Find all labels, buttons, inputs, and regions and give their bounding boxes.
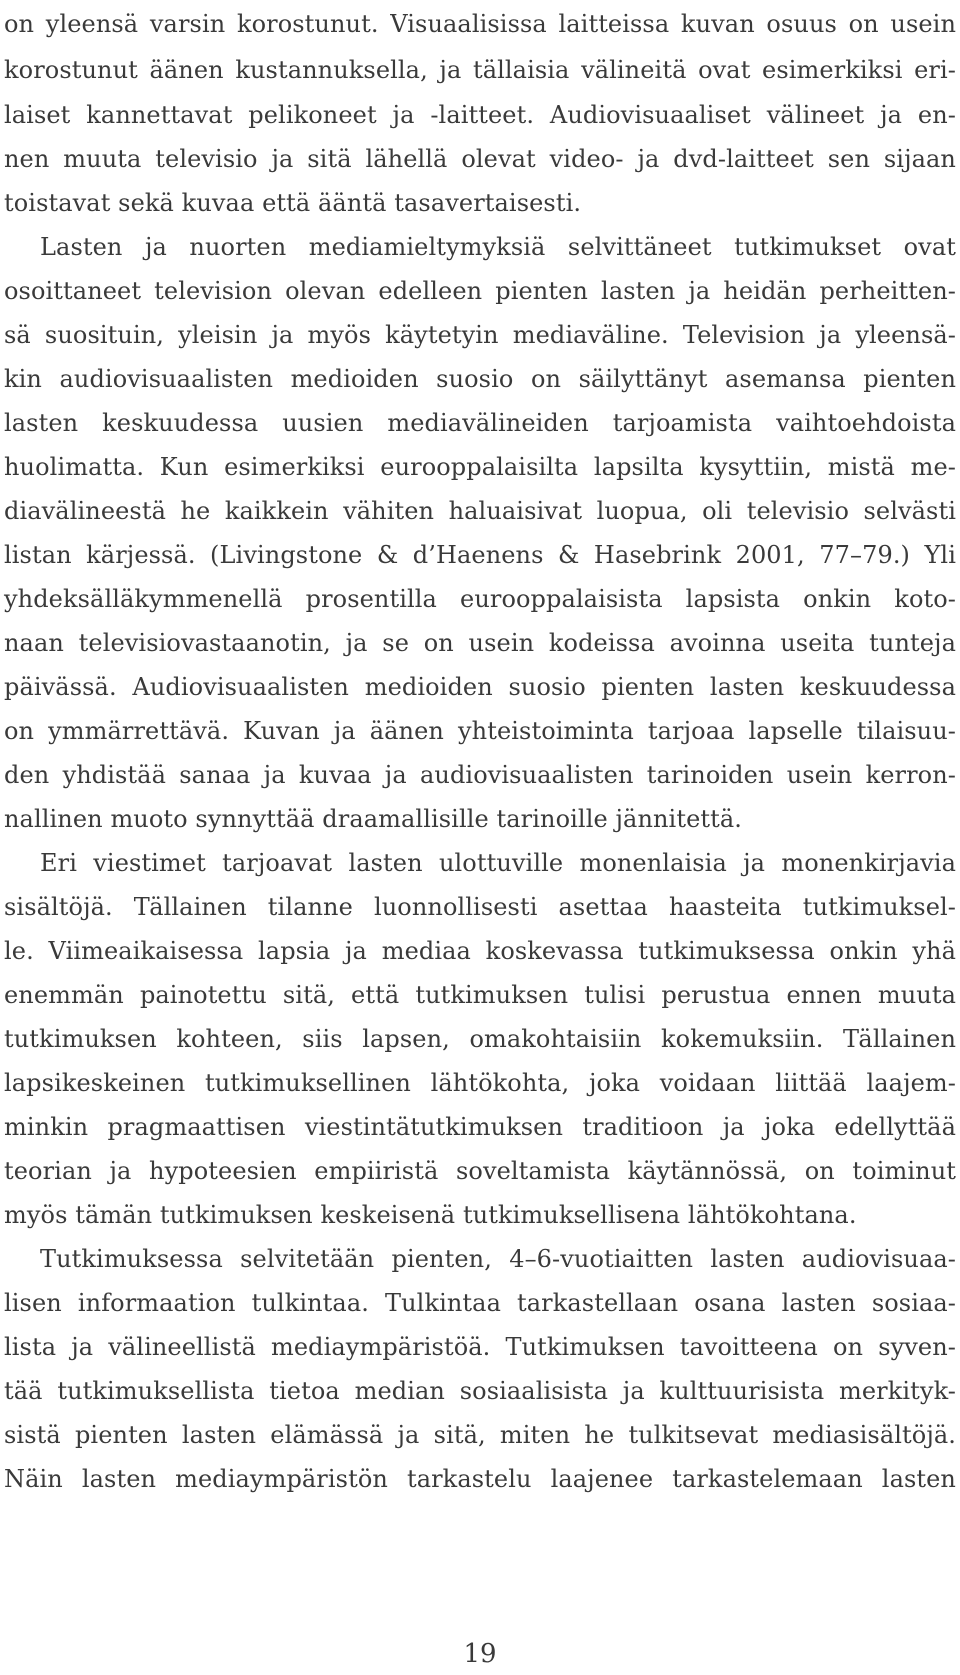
text-line: tutkimuksen kohteen, siis lapsen, omakohtaisiin kokemuksiin. Tällainen — [4, 1025, 956, 1053]
text-line: Näin lasten mediaympäristön tarkastelu laajenee tarkastelemaan lasten — [4, 1465, 956, 1493]
text-line: sistä pienten lasten elämässä ja sitä, miten he tulkitsevat mediasisältöjä. — [4, 1421, 956, 1449]
text-line: lapsikeskeinen tutkimuksellinen lähtökohta, joka voidaan liittää laajem- — [4, 1069, 956, 1097]
text-line: le. Viimeaikaisessa lapsia ja mediaa koskevassa tutkimuksessa onkin yhä — [4, 937, 956, 965]
paragraph-first-line: Eri viestimet tarjoavat lasten ulottuville monenlaisia ja monenkirjavia — [40, 849, 956, 877]
page-number: 19 — [463, 1639, 497, 1669]
text-line: on ymmärrettävä. Kuvan ja äänen yhteistoiminta tarjoaa lapselle tilaisuu- — [4, 717, 956, 745]
text-line: diavälineestä he kaikkein vähiten haluaisivat luopua, oli televisio selvästi — [4, 497, 956, 525]
text-line: on yleensä varsin korostunut. Visuaalisissa laitteissa kuvan osuus on usein — [4, 10, 956, 38]
text-line: toistavat sekä kuvaa että ääntä tasavertaisesti. — [4, 189, 582, 217]
paragraph-first-line: Tutkimuksessa selvitetään pienten, 4–6-vuotiaitten lasten audiovisuaa- — [40, 1245, 956, 1273]
text-line: sä suosituin, yleisin ja myös käytetyin mediaväline. Television ja yleensä- — [4, 321, 956, 349]
text-line: kin audiovisuaalisten medioiden suosio on säilyttänyt asemansa pienten — [4, 365, 956, 393]
text-line: myös tämän tutkimuksen keskeisenä tutkimuksellisena lähtökohtana. — [4, 1201, 857, 1229]
text-line: laiset kannettavat pelikoneet ja -laitteet. Audiovisuaaliset välineet ja en- — [4, 101, 956, 129]
paragraph-first-line: Lasten ja nuorten mediamieltymyksiä selvittäneet tutkimukset ovat — [40, 233, 956, 261]
text-line: nallinen muoto synnyttää draamallisille tarinoille jännitettä. — [4, 805, 743, 833]
text-line: lisen informaation tulkintaa. Tulkintaa tarkastellaan osana lasten sosiaa- — [4, 1289, 956, 1317]
text-line: tää tutkimuksellista tietoa median sosiaalisista ja kulttuurisista merkityk- — [4, 1377, 956, 1405]
text-line: den yhdistää sanaa ja kuvaa ja audiovisuaalisten tarinoiden usein kerron- — [4, 761, 956, 789]
text-line: listan kärjessä. (Livingstone & d’Haenens & Hasebrink 2001, 77–79.) Yli — [4, 541, 956, 569]
text-line: sisältöjä. Tällainen tilanne luonnollisesti asettaa haasteita tutkimuksel- — [4, 893, 956, 921]
text-line: enemmän painotettu sitä, että tutkimuksen tulisi perustua ennen muuta — [4, 981, 956, 1009]
text-line: minkin pragmaattisen viestintätutkimuksen traditioon ja joka edellyttää — [4, 1113, 956, 1141]
text-line: osoittaneet television olevan edelleen pienten lasten ja heidän perheitten- — [4, 277, 956, 305]
text-line: naan televisiovastaanotin, ja se on usein kodeissa avoinna useita tunteja — [4, 629, 956, 657]
text-line: lasten keskuudessa uusien mediavälineiden tarjoamista vaihtoehdoista — [4, 409, 956, 437]
text-line: yhdeksälläkymmenellä prosentilla eurooppalaisista lapsista onkin koto- — [4, 585, 956, 613]
text-line: huolimatta. Kun esimerkiksi eurooppalaisilta lapsilta kysyttiin, mistä me- — [4, 453, 956, 481]
text-line: teorian ja hypoteesien empiiristä soveltamista käytännössä, on toiminut — [4, 1157, 956, 1185]
text-line: lista ja välineellistä mediaympäristöä. Tutkimuksen tavoitteena on syven- — [4, 1333, 956, 1361]
text-line: nen muuta televisio ja sitä lähellä olevat video- ja dvd-laitteet sen sijaan — [4, 145, 956, 173]
text-line: korostunut äänen kustannuksella, ja tällaisia välineitä ovat esimerkiksi eri- — [4, 56, 956, 84]
text-line: päivässä. Audiovisuaalisten medioiden suosio pienten lasten keskuudessa — [4, 673, 956, 701]
